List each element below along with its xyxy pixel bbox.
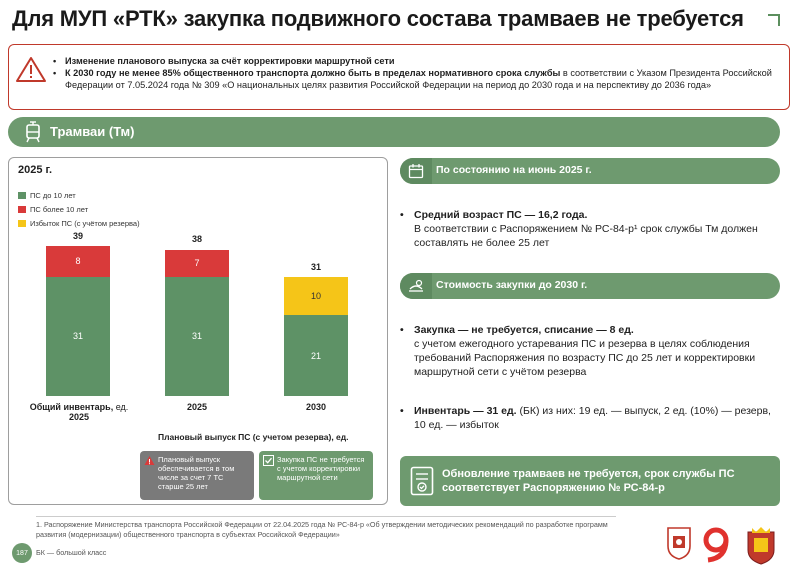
legend-item-under10 [18, 191, 76, 200]
x-label-1-bold: Общий инвентарь, [29, 402, 114, 412]
purchase-text: с учетом ежегодного устаревания ПС и резерва в целях соблюдения требований Распоряжения по возрасту ПС до 25 лет и корректировки маршрутной сети с учётом резерва [414, 338, 756, 378]
alert-list [53, 55, 783, 91]
legend-label: ПС более 10 лет [30, 205, 89, 214]
legend-label: Избыток ПС (с учётом резерва) [30, 219, 140, 228]
status-pill-text: По состоянию на июнь 2025 г. [436, 164, 592, 176]
cost-pill [400, 273, 780, 299]
legend-label: ПС до 10 лет [30, 191, 76, 200]
inventory-bold: Инвентарь — 31 ед. [414, 405, 517, 417]
warning-icon [15, 55, 47, 83]
tram-icon [22, 121, 44, 143]
page-number: 187 [12, 543, 32, 563]
bullet: • [400, 405, 404, 417]
footer-divider [36, 516, 616, 517]
age-block [400, 208, 780, 250]
bar-total-2: 38 [191, 234, 202, 244]
alert-item-2-rest: в соответствии с Указом Президента Российской Федерации от 7.05.2024 года № 309 «О национальных целях развития Российской Федерации на период до 2030 года и на перспективу до 2036 года» [65, 68, 772, 90]
bar-segment-over10-2: 7 [165, 250, 229, 277]
conclusion-text: Обновление трамваев не требуется, срок службы ПС соответствует Распоряжению № РС-84-р [442, 468, 735, 494]
x-label-1 [14, 402, 144, 422]
legend-swatch-green [18, 192, 26, 199]
inventory-text: (БК) из них: 19 ед. — выпуск, 2 ед. (10%) — резерв, 10 ед. — избыток [414, 405, 771, 431]
check-icon [263, 455, 274, 466]
bullet: • [400, 209, 404, 221]
alert-box [8, 44, 790, 110]
alert-item-2-bold: К 2030 году не менее 85% общественного транспорта должно быть в пределах нормативного срока службы [65, 68, 561, 78]
money-icon [408, 278, 424, 294]
bullet: • [400, 324, 404, 336]
page-title: Для МУП «РТК» закупка подвижного состава трамваев не требуется [12, 6, 744, 31]
calendar-icon [408, 163, 424, 179]
document-check-icon [410, 466, 434, 496]
bar-segment-under10-1: 31 [46, 277, 110, 396]
warning-icon [144, 455, 155, 466]
footnote-abbr: БК — большой класс [36, 548, 107, 557]
bar-segment-over10-1: 8 [46, 246, 110, 277]
legend-swatch-yellow [18, 220, 26, 227]
age-bold: Средний возраст ПС — 16,2 года. [414, 209, 588, 221]
age-text: В соответствии с Распоряжением № РС-84-р¹ срок службы Тм должен составлять не более 25 лет [414, 223, 758, 249]
bar-segment-excess-3: 10 [284, 277, 348, 316]
status-pill [400, 158, 780, 184]
inventory-block [400, 404, 780, 432]
section-banner [8, 117, 780, 147]
x-label-1-unit: ед. [113, 402, 129, 412]
section-title: Трамваи (Тм) [50, 124, 135, 139]
bar-segment-under10-3: 21 [284, 315, 348, 396]
note-red [140, 451, 254, 500]
chart-title: 2025 г. [18, 164, 53, 176]
corner-decoration [768, 14, 780, 26]
x-label-1-year: 2025 [68, 412, 90, 422]
note-green-text: Закупка ПС не требуется с учетом корректировки маршрутной сети [277, 455, 365, 482]
plan-label: Плановый выпуск ПС (с учетом резерва), ед. [158, 432, 349, 442]
bar-total-3: 31 [310, 262, 321, 272]
cost-pill-text: Стоимость закупки до 2030 г. [436, 279, 588, 291]
alert-item-1: • Изменение планового выпуска за счёт корректировки маршрутной сети [53, 55, 783, 67]
footnote: 1. Распоряжение Министерства транспорта Российской Федерации от 22.04.2025 года № РС-84-р «Об утверждении методических рекомендаций по разработке программ развития (модернизации) общественного транспорта в субъектах Российской Федерации» [36, 520, 608, 539]
crest-icon [666, 526, 692, 560]
purchase-block [400, 323, 780, 379]
note-green [259, 451, 373, 500]
logo-9-icon [698, 526, 734, 564]
x-label-3: 2030 [305, 402, 327, 412]
note-red-text: Плановый выпуск обеспечивается в том числе за счет 7 ТС старше 25 лет [158, 455, 235, 491]
city-crest-icon [742, 526, 780, 566]
x-label-2: 2025 [186, 402, 208, 412]
legend-swatch-red [18, 206, 26, 213]
purchase-bold: Закупка — не требуется, списание — 8 ед. [414, 324, 634, 336]
bar-segment-under10-2: 31 [165, 277, 229, 396]
alert-item-2 [53, 67, 783, 91]
legend-item-over10 [18, 205, 88, 214]
legend-item-excess [18, 219, 140, 228]
bar-total-1: 39 [72, 231, 83, 241]
